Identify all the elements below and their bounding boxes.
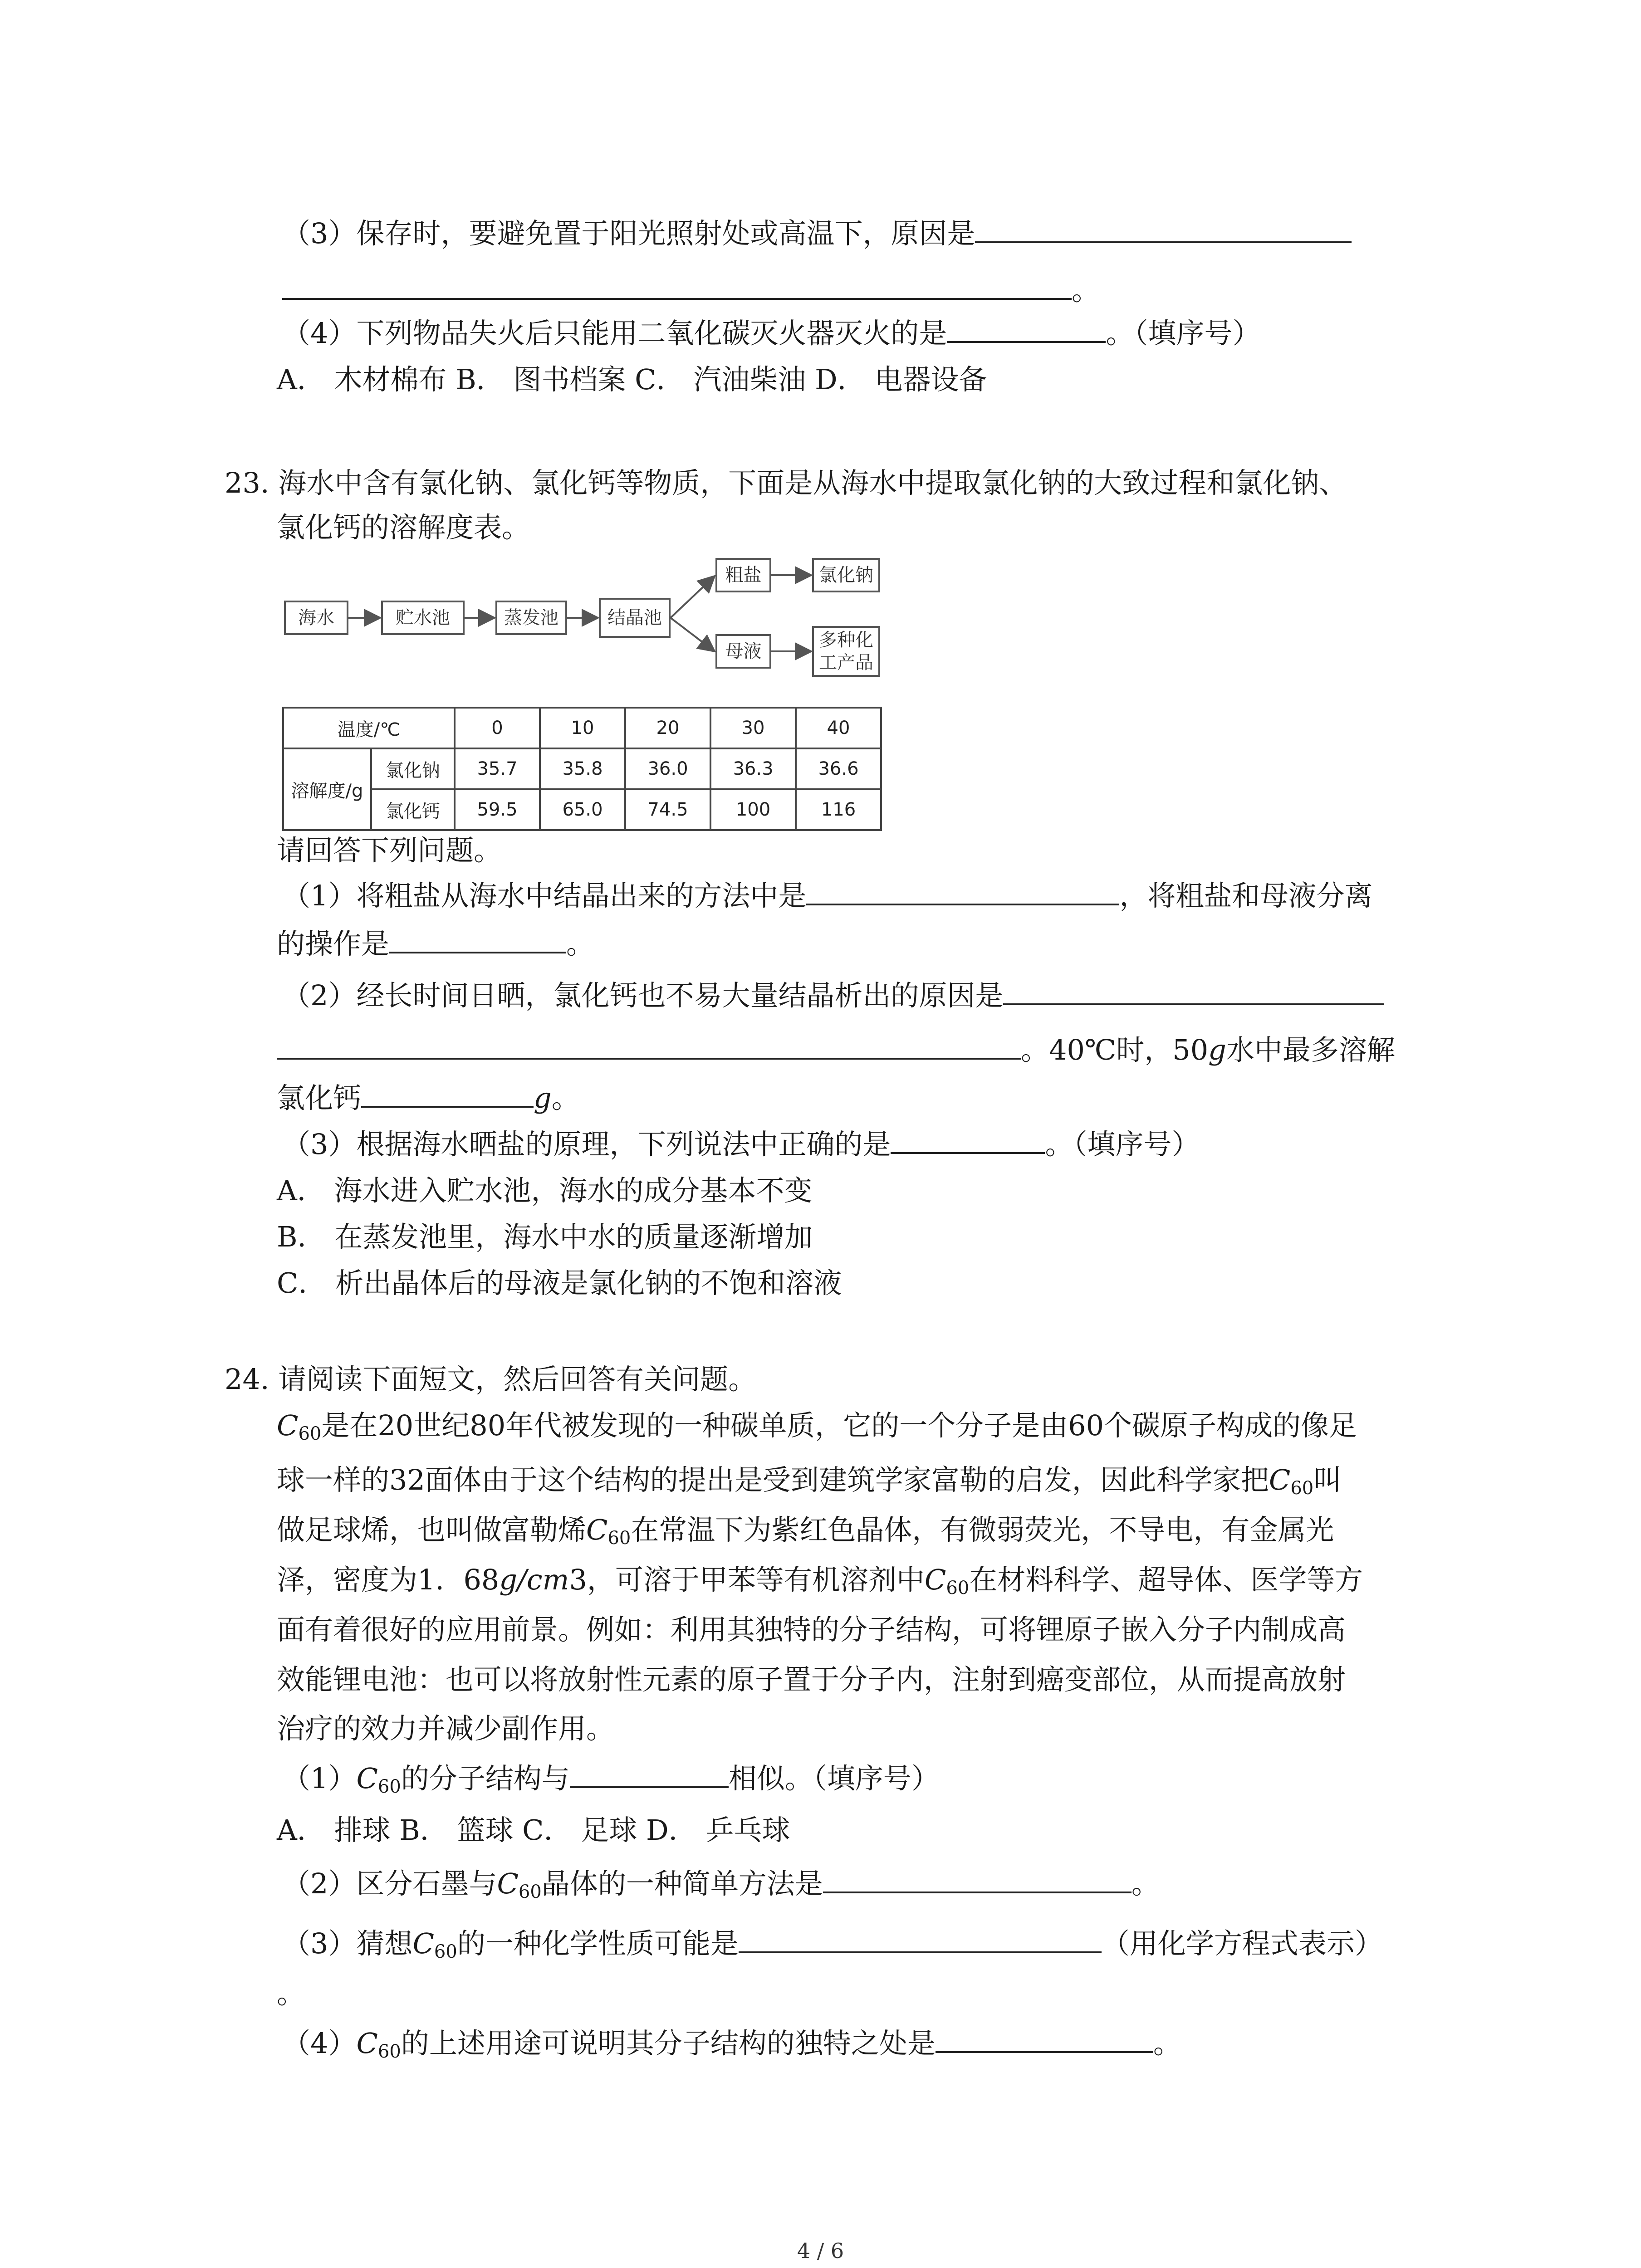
q23-part1: （1）将粗盐从海水中结晶出来的方法中是 ，将粗盐和母液分离	[282, 875, 1372, 916]
table-cell: 0	[455, 708, 540, 748]
table-cell: 35.8	[540, 748, 625, 789]
flow-node-seawater: 海水	[284, 601, 348, 635]
q24-part3: （3）猜想$C_{60}$的一种化学性质可能是 （用化学方程式表示）	[282, 1923, 1383, 1972]
q22-part3-cont: 。	[282, 270, 1100, 311]
q23-option-a: A． 海水进入贮水池，海水的成分基本不变	[277, 1174, 813, 1207]
table-cell: 116	[796, 789, 881, 830]
q24-part1: $(1)C_{60}$的分子结构与 相似。（填序号）	[282, 1758, 940, 1807]
q24-passage-line3: 做足球烯，也叫做富勒烯$C_{60}$在常温下为紫红色晶体，有微弱荧光，不导电，有金属光	[277, 1513, 1334, 1549]
table-header-solubility: 溶解度/g	[283, 748, 371, 830]
answer-blank[interactable]	[277, 1030, 1021, 1060]
q23-part2-cont: 。40℃时，50g水中最多溶解	[277, 1030, 1395, 1070]
table-cell: 40	[796, 708, 881, 748]
flow-node-sodium-chloride: 氯化钠	[812, 558, 880, 592]
q23-part3: （3）根据海水晒盐的原理，下列说法中正确的是 。（填序号）	[282, 1124, 1200, 1165]
q23-intro-line1: 23. 海水中含有氯化钠、氯化钙等物质，下面是从海水中提取氯化钠的大致过程和氯化钠、	[225, 466, 1347, 499]
q23-part1-cont: 的操作是 。	[277, 924, 594, 964]
q23-option-b: B． 在蒸发池里，海水中水的质量逐渐增加	[277, 1220, 813, 1253]
answer-blank[interactable]	[806, 875, 1119, 905]
q24-passage-line6: 效能锂电池：也可以将放射性元素的原子置于分子内，注射到癌变部位，从而提高放射	[277, 1663, 1346, 1696]
q24-passage-line7: 治疗的效力并减少副作用。	[277, 1712, 615, 1745]
q23-option-c: C． 析出晶体后的母液是氯化钠的不饱和溶液	[277, 1266, 842, 1300]
answer-blank[interactable]	[891, 1124, 1045, 1154]
answer-blank[interactable]	[1003, 975, 1384, 1005]
flow-node-crude-salt: 粗盐	[715, 558, 771, 592]
q23-intro-line2: 氯化钙的溶解度表。	[277, 511, 530, 544]
answer-blank[interactable]	[361, 1078, 534, 1108]
table-cell: 100	[710, 789, 796, 830]
table-row-label: 氯化钙	[371, 789, 455, 830]
q24-passage-line4: 泽，密度为1．68g/cm3，可溶于甲苯等有机溶剂中$C_{60}$在材料科学、超导体、医学等方	[277, 1563, 1363, 1598]
table-row	[283, 748, 881, 789]
q24-passage-line1: $C_{60}$是在20世纪80年代被发现的一种碳单质，它的一个分子是由60个碳原子构成的像足	[277, 1409, 1357, 1444]
flow-node-mother-liquor: 母液	[715, 634, 771, 669]
q23-prompt: 请回答下列问题。	[277, 834, 502, 867]
q23-part2: （2）经长时间日晒，氯化钙也不易大量结晶析出的原因是	[282, 975, 1384, 1016]
flow-arrows	[0, 0, 1641, 726]
flow-node-evaporation-pond: 蒸发池	[495, 601, 567, 635]
q24-intro: 24. 请阅读下面短文，然后回答有关问题。	[225, 1363, 757, 1396]
q24-part2: （2）区分石墨与$C_{60}$晶体的一种简单方法是 。	[282, 1863, 1160, 1912]
flow-node-reservoir: 贮水池	[381, 601, 465, 635]
answer-blank[interactable]	[570, 1758, 729, 1788]
table-cell: 36.3	[710, 748, 796, 789]
solubility-table	[282, 707, 882, 831]
answer-blank[interactable]	[936, 2023, 1153, 2053]
table-cell: 36.0	[625, 748, 710, 789]
q24-options: A． 排球 B． 篮球 C． 足球 D． 乒乓球	[277, 1813, 790, 1847]
table-cell: 30	[710, 708, 796, 748]
q24-part4: $(4)C_{60}$的上述用途可说明其分子结构的独特之处是 。	[282, 2023, 1181, 2072]
table-cell: 35.7	[455, 748, 540, 789]
q22-part3: （3）保存时，要避免置于阳光照射处或高温下，原因是	[282, 213, 1352, 254]
table-cell: 59.5	[455, 789, 540, 830]
q24-passage-line2: 球一样的32面体由于这个结构的提出是受到建筑学家富勒的启发，因此科学家把$C_{60}$叫	[277, 1463, 1342, 1499]
table-row-label: 氯化钠	[371, 748, 455, 789]
table-cell: 10	[540, 708, 625, 748]
table-cell: 74.5	[625, 789, 710, 830]
table-cell: 36.6	[796, 748, 881, 789]
q22-part4: （4）下列物品失火后只能用二氧化碳灭火器灭火的是 。（填序号）	[282, 313, 1260, 354]
answer-blank[interactable]	[389, 924, 566, 953]
page-number: 4 / 6	[797, 2239, 844, 2263]
table-row	[283, 789, 881, 830]
q23-part2-cont2: 氯化钙 g。	[277, 1078, 580, 1119]
q24-part3-dot: 。	[277, 1977, 305, 2010]
table-cell: 65.0	[540, 789, 625, 830]
table-row	[283, 708, 881, 748]
flow-node-crystallization-pond: 结晶池	[599, 598, 671, 638]
flow-node-chemical-products: 多种化 工产品	[812, 626, 880, 677]
answer-blank[interactable]	[739, 1923, 1102, 1953]
table-header-temperature: 温度/℃	[283, 708, 455, 748]
table-cell: 20	[625, 708, 710, 748]
answer-blank[interactable]	[823, 1863, 1132, 1893]
q24-passage-line5: 面有着很好的应用前景。例如：利用其独特的分子结构，可将锂原子嵌入分子内制成高	[277, 1613, 1346, 1646]
q22-options: A． 木材棉布 B． 图书档案 C． 汽油柴油 D． 电器设备	[277, 363, 987, 396]
